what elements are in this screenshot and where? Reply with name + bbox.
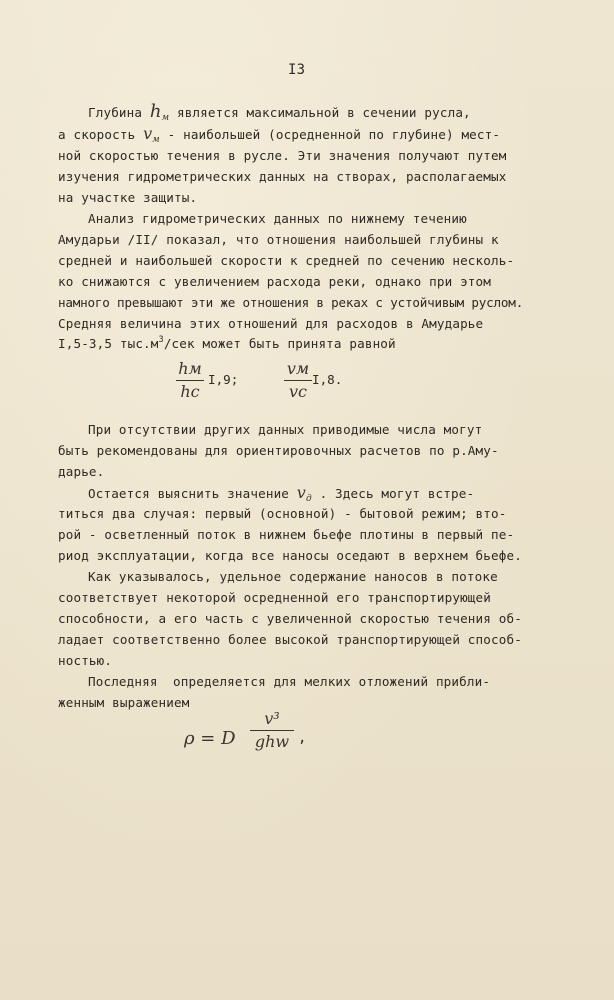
paragraph-2-line-5: намного превышают эти же отношения в реках с устойчивым руслом. [58,295,524,310]
formula-2-comma: , [298,730,307,746]
paragraph-1-line-5: на участке защиты. [58,190,198,205]
paragraph-1-line-4: изучения гидрометрических данных на створах, располагаемых [58,169,507,184]
ratio-depth-denominator: hс [180,382,200,401]
paragraph-1-line-1 [88,101,471,126]
paragraph-5-line-5: ностью. [58,653,113,668]
paragraph-2-line-3: средней и наибольшей скорости к средней по сечению несколь- [58,253,515,268]
text-fragment: - наибольшей (осредненной по глубине) мест- [159,127,501,142]
paragraph-2-line-6: Средняя величина этих отношений для расходов в Амударье [58,316,484,331]
fraction-bar [176,380,204,381]
paragraph-2-line-7 [58,332,396,352]
paragraph-2-line-4: ко снижаются с увеличением расхода реки, однако при этом [58,274,491,289]
symbol-h: $h_м$ [149,101,170,123]
paragraph-3-line-2: быть рекомендованы для ориентировочных расчетов по р.Аму- [58,443,499,458]
ratio-depth-value: I,9; [208,372,239,387]
formula-2-lhs: ρ = D [184,728,236,749]
text-fragment: . Здесь могут встре- [311,486,475,501]
text-fragment: /сек может быть принята равной [163,336,396,351]
symbol-v-d: $v_д$ [296,483,312,504]
paragraph-5-line-4: ладает соответственно более высокой транспортирующей способ- [58,632,522,647]
text-fragment: Глубина [88,105,150,120]
paragraph-2-line-1: Анализ гидрометрических данных по нижнему течению [88,211,467,226]
formula-2-denominator: ghw [254,732,290,751]
paragraph-4-line-2: титься два случая: первый (основной) - бытовой режим; вто- [58,506,507,521]
text-fragment: I,5-3,5 тыс.м [58,336,159,351]
paragraph-5-line-3: способности, а его часть с увеличенной скоростью течения об- [58,611,522,626]
paragraph-6-line-2: женным выражением [58,695,190,710]
paragraph-4-line-4: риод эксплуатации, когда все наносы оседают в верхнем бьефе. [58,548,522,563]
ratio-velocity-denominator: vс [289,382,307,401]
text-fragment: является максимальной в сечении русла, [169,105,471,120]
superscript: 3 [158,335,164,345]
paragraph-1-line-2 [58,126,500,148]
text-fragment: Остается выяснить значение [88,486,297,501]
page-number: I3 [288,62,306,78]
ratio-velocity-fraction [284,360,312,401]
fraction-bar [250,730,294,731]
paragraph-5-line-2: соответствует некоторой осредненной его транспортирующей [58,590,491,605]
paragraph-4-line-1 [88,485,474,507]
paragraph-4-line-3: рой - осветленный поток в нижнем бьефе плотины в первый пе- [58,527,515,542]
ratio-velocity-numerator: vм [286,359,310,378]
paragraph-1-line-3: ной скоростью течения в русле. Эти значения получают путем [58,148,507,163]
text-fragment: а скорость [58,127,144,142]
formula-2-fraction [250,710,294,751]
ratio-depth-fraction [176,360,204,401]
ratio-depth-numerator: hм [178,359,202,378]
paragraph-6-line-1: Последняя определяется для мелких отложений прибли- [88,674,491,689]
symbol-v: $v_м$ [143,124,160,145]
paragraph-5-line-1: Как указывалось, удельное содержание наносов в потоке [88,569,498,584]
paragraph-3-line-1: При отсутствии других данных приводимые числа могут [88,422,483,437]
formula-2-numerator: v³ [264,709,280,728]
paragraph-2-line-2: Амударьи /II/ показал, что отношения наибольшей глубины к [58,232,499,247]
fraction-bar [284,380,312,381]
ratio-velocity-value: I,8. [312,372,343,387]
paragraph-3-line-3: дарье. [58,464,105,479]
